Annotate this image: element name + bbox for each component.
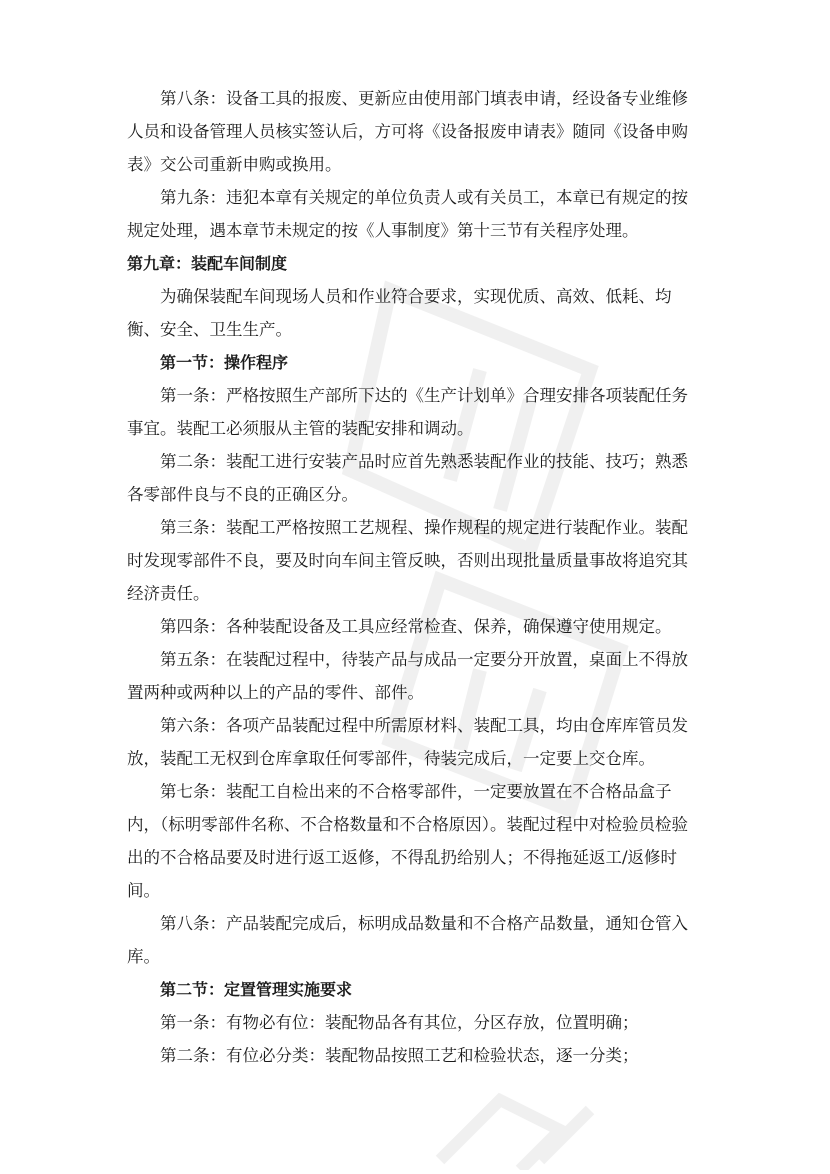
section-1-heading: 第一节：操作程序 bbox=[160, 353, 289, 372]
section-2-article-2: 第二条：有位必分类：装配物品按照工艺和检验状态，逐一分类； bbox=[160, 1046, 639, 1065]
section-1-article-8: 第八条：产品装配完成后，标明成品数量和不合格产品数量，通知仓管入库。 bbox=[127, 914, 688, 966]
article-9-violation: 第九条：违犯本章有关规定的单位负责人或有关员工，本章已有规定的按规定处理，遇本章节未规定的按《人事制度》第十三节有关程序处理。 bbox=[127, 188, 688, 240]
section-1-article-6: 第六条：各项产品装配过程中所需原材料、装配工具，均由仓库库管员发放，装配工无权到仓库拿取任何零部件，待装完成后，一定要上交仓库。 bbox=[127, 716, 688, 768]
section-1-article-4: 第四条：各种装配设备及工具应经常检查、保养，确保遵守使用规定。 bbox=[160, 617, 672, 636]
section-1-article-1: 第一条：严格按照生产部所下达的《生产计划单》合理安排各项装配任务事宜。装配工必须服从主管的装配安排和调动。 bbox=[127, 386, 688, 438]
section-2-article-1: 第一条：有物必有位：装配物品各有其位，分区存放，位置明确； bbox=[160, 1013, 639, 1032]
section-1-article-2: 第二条：装配工进行安装产品时应首先熟悉装配作业的技能、技巧；熟悉各零部件良与不良的正确区分。 bbox=[127, 452, 688, 504]
document-body bbox=[127, 82, 702, 1072]
section-1-article-7: 第七条：装配工自检出来的不合格零部件，一定要放置在不合格品盒子内，（标明零部件名称、不合格数量和不合格原因）。装配过程中对检验员检验出的不合格品要及时进行返工返修，不得乱扔给别人；不得拖延返工/返修时间。 bbox=[127, 782, 688, 900]
section-1-article-5: 第五条：在装配过程中，待装产品与成品一定要分开放置，桌面上不得放置两种或两种以上的产品的零件、部件。 bbox=[127, 650, 688, 702]
section-1-article-3: 第三条：装配工严格按照工艺规程、操作规程的规定进行装配作业。装配时发现零部件不良，要及时向车间主管反映，否则出现批量质量事故将追究其经济责任。 bbox=[127, 518, 688, 603]
article-8-equipment: 第八条：设备工具的报废、更新应由使用部门填表申请，经设备专业维修人员和设备管理人员核实签认后，方可将《设备报废申请表》随同《设备申购表》交公司重新申购或换用。 bbox=[127, 89, 688, 174]
section-2-heading: 第二节：定置管理实施要求 bbox=[160, 980, 353, 999]
chapter-9-heading: 第九章：装配车间制度 bbox=[127, 254, 288, 273]
chapter-9-intro: 为确保装配车间现场人员和作业符合要求，实现优质、高效、低耗、均衡、安全、卫生生产。 bbox=[127, 287, 672, 339]
watermark-bottom-icon bbox=[420, 1090, 620, 1170]
